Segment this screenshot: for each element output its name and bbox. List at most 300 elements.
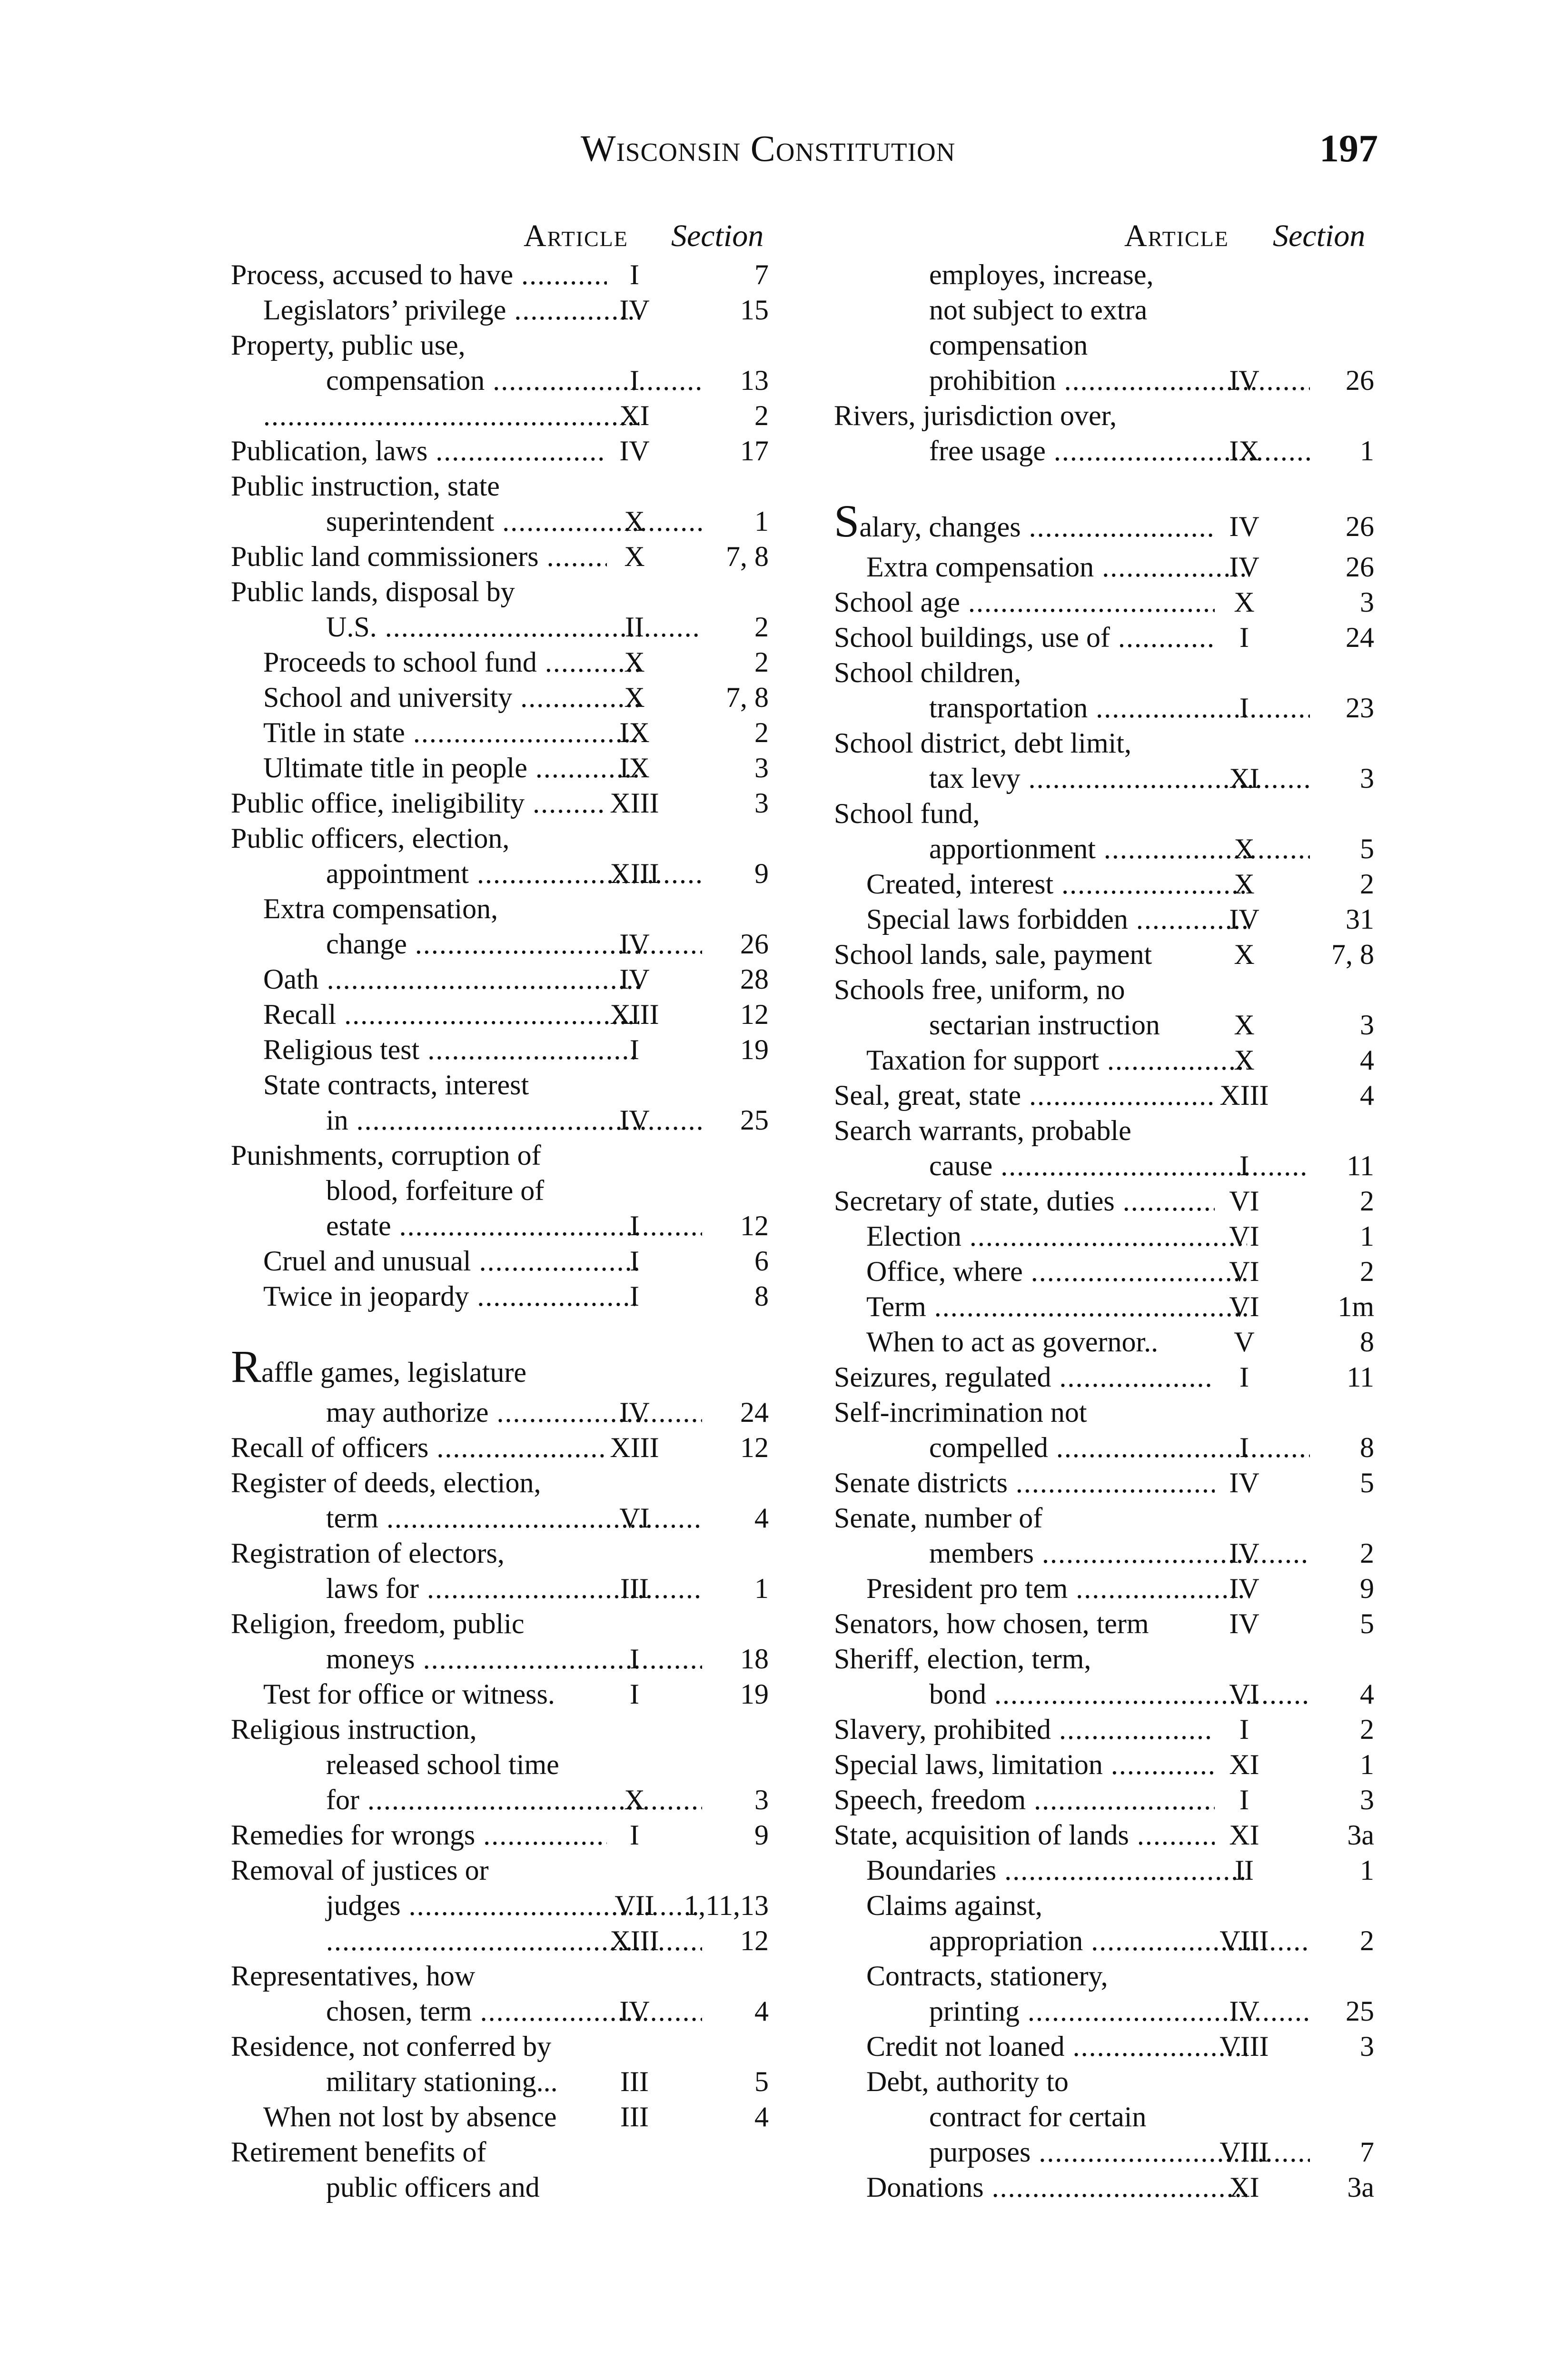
index-entry — [834, 1993, 1380, 2029]
entry-section: 2 — [1360, 1537, 1374, 1569]
index-entry — [834, 1465, 1380, 1500]
entry-text: Credit not loaned — [866, 2031, 1065, 2062]
entry-text: Property, public use, — [231, 329, 466, 361]
entry-label — [834, 1183, 1215, 1219]
index-entry — [834, 620, 1380, 655]
entry-text: Legislators’ privilege — [263, 294, 506, 326]
index-entry — [834, 1606, 1380, 1641]
entry-label — [231, 433, 607, 468]
entry-label — [834, 2099, 1310, 2134]
entry-article: IV — [619, 928, 650, 960]
index-entry — [231, 292, 771, 327]
entry-text: Title in state — [263, 717, 405, 748]
entry-article: X — [1234, 1009, 1255, 1041]
entry-text: Public office, ineligibility — [231, 787, 525, 819]
entry-label — [834, 2170, 1247, 2205]
entry-text: Special laws, limitation — [834, 1749, 1103, 1780]
entry-label — [231, 645, 639, 680]
entry-section: 7 — [754, 259, 769, 290]
entry-label — [231, 468, 607, 504]
entry-section: 4 — [754, 2101, 769, 2132]
index-entry — [231, 1500, 771, 1536]
index-entry — [834, 398, 1380, 433]
entry-text: Seizures, regulated — [834, 1361, 1051, 1393]
entry-text: Ultimate title in people — [263, 752, 527, 783]
entry-text: Removal of justices or — [231, 1854, 489, 1886]
entry-article: VI — [1229, 1291, 1259, 1322]
entry-section: 3 — [754, 787, 769, 819]
entry-section: 12 — [740, 999, 769, 1030]
entry-text: Sheriff, election, term, — [834, 1643, 1091, 1675]
entry-text: Residence, not conferred by — [231, 2031, 552, 2062]
entry-article: IV — [1229, 365, 1259, 396]
entry-article: I — [1239, 1150, 1249, 1181]
index-entry — [231, 1888, 771, 1923]
entry-section: 5 — [1360, 833, 1374, 864]
entry-label — [834, 655, 1215, 690]
entry-section: 1 — [1360, 1854, 1374, 1886]
index-entry — [834, 1888, 1380, 1923]
entry-section: 7 — [1360, 2136, 1374, 2168]
entry-section: 24 — [740, 1397, 769, 1428]
entry-label — [834, 1289, 1247, 1324]
index-entry — [231, 1032, 771, 1067]
entry-label — [834, 1113, 1215, 1148]
entry-section: 15 — [740, 294, 769, 326]
index-entry — [834, 1007, 1380, 1042]
entry-article: IV — [1229, 511, 1259, 542]
index-entry — [834, 690, 1380, 725]
entry-article: VIII — [1219, 1925, 1269, 1956]
entry-text: U.S. — [326, 611, 377, 643]
entry-text: blood, forfeiture of — [326, 1175, 545, 1206]
entry-section: 3a — [1347, 1819, 1374, 1851]
index-entry — [231, 433, 771, 468]
entry-text: bond — [929, 1678, 986, 1710]
entry-label — [231, 1712, 607, 1747]
entry-text: Extra compensation — [866, 551, 1094, 583]
entry-article: XI — [1229, 2172, 1259, 2203]
entry-text: appropriation — [929, 1925, 1083, 1956]
entry-text: Publication, laws — [231, 435, 428, 466]
index-entry — [231, 363, 771, 398]
entry-article: IV — [1229, 1537, 1259, 1569]
index-entry — [834, 1254, 1380, 1289]
entry-text: not subject to extra — [929, 294, 1148, 326]
entry-label — [231, 574, 607, 609]
entry-text: may authorize — [326, 1397, 489, 1428]
entry-article: X — [1234, 833, 1255, 864]
entry-section: 6 — [754, 1245, 769, 1277]
entry-article: I — [630, 365, 639, 396]
entry-text: chosen, term — [326, 1995, 472, 2027]
index-entry — [834, 504, 1380, 549]
entry-article: I — [630, 1245, 639, 1277]
entry-text: contract for certain — [929, 2101, 1147, 2132]
entry-text: Recall of officers — [231, 1432, 429, 1463]
running-title: Wisconsin Constitution — [581, 128, 956, 169]
entry-text: Taxation for support — [866, 1044, 1100, 1076]
index-entries-left — [231, 257, 771, 2205]
index-entry — [834, 725, 1380, 761]
entry-article: IV — [619, 294, 650, 326]
page-header — [0, 125, 1546, 172]
entry-text: Seal, great, state — [834, 1080, 1021, 1111]
entry-article: III — [620, 1573, 649, 1604]
entry-section: 1m — [1338, 1291, 1374, 1322]
entry-section: 1 — [1360, 435, 1374, 466]
entry-text: President pro tem — [866, 1573, 1068, 1604]
entry-article: VI — [619, 1502, 650, 1534]
entry-section: 8 — [754, 1280, 769, 1312]
entry-section: 4 — [1360, 1044, 1374, 1076]
entry-text: School age — [834, 586, 960, 618]
entry-article: XI — [1229, 1819, 1259, 1851]
entry-article: IV — [619, 963, 650, 995]
entry-section: 7, 8 — [726, 541, 769, 572]
entry-text: moneys — [326, 1643, 415, 1675]
entry-article: I — [630, 1210, 639, 1241]
entry-article: IV — [1229, 1573, 1259, 1604]
entry-section: 17 — [740, 435, 769, 466]
index-entry — [834, 937, 1380, 972]
entry-label — [834, 1078, 1215, 1113]
entry-text: superintendent — [326, 506, 495, 537]
entry-text: Created, interest — [866, 868, 1054, 900]
entry-label — [231, 2170, 702, 2205]
entry-article: X — [1234, 586, 1255, 618]
entry-label — [231, 1536, 607, 1571]
index-entry — [834, 2064, 1380, 2099]
entry-label — [231, 398, 639, 433]
entry-label — [834, 1958, 1247, 1993]
entry-text: Contracts, stationery, — [866, 1960, 1108, 1992]
entry-section: 2 — [754, 611, 769, 643]
entry-text: transportation — [929, 692, 1088, 724]
index-entry — [231, 1536, 771, 1571]
entry-label — [231, 750, 639, 785]
entry-article: XIII — [610, 858, 659, 889]
entry-section: 31 — [1346, 903, 1374, 935]
entry-section: 4 — [1360, 1080, 1374, 1111]
entry-label — [834, 2029, 1247, 2064]
entry-text: public officers and — [326, 2172, 540, 2203]
entry-section: 2 — [1360, 1256, 1374, 1287]
entry-section: 5 — [754, 2066, 769, 2097]
entry-label — [231, 1173, 702, 1208]
index-entry — [231, 1102, 771, 1138]
entry-label — [231, 1279, 639, 1314]
index-entry — [231, 1349, 771, 1395]
entry-article: V — [1234, 1326, 1255, 1358]
entry-article: VI — [1229, 1678, 1259, 1710]
index-entry — [834, 2170, 1380, 2205]
entry-section: 23 — [1346, 692, 1374, 724]
entry-section: 1 — [1360, 1220, 1374, 1252]
entry-label — [231, 292, 639, 327]
entry-text: tax levy — [929, 763, 1021, 794]
entry-article: III — [620, 2101, 649, 2132]
index-entry — [231, 1465, 771, 1500]
entry-section: 2 — [1360, 868, 1374, 900]
index-entry — [231, 1243, 771, 1279]
entry-text: Public land commissioners — [231, 541, 539, 572]
entry-section: 7, 8 — [726, 682, 769, 713]
entry-article: I — [1239, 622, 1249, 653]
entry-article: VIII — [1219, 2031, 1269, 2062]
entry-article: IV — [1229, 551, 1259, 583]
entry-label — [834, 1888, 1247, 1923]
entry-section: 2 — [1360, 1714, 1374, 1745]
index-entry — [834, 1395, 1380, 1430]
entry-text: Search warrants, probable — [834, 1115, 1131, 1146]
index-entry — [834, 1817, 1380, 1853]
entry-section: 11 — [1347, 1361, 1374, 1393]
index-entry — [231, 1571, 771, 1606]
entry-article: XI — [1229, 763, 1259, 794]
entry-text: term — [326, 1502, 378, 1534]
index-column-right — [834, 215, 1380, 2205]
entry-section: 26 — [1346, 511, 1374, 542]
entry-label — [834, 1712, 1215, 1747]
entry-label — [231, 327, 607, 363]
index-entry — [834, 1712, 1380, 1747]
entry-label — [834, 549, 1247, 585]
entry-section: 19 — [740, 1034, 769, 1065]
entry-article: X — [624, 1784, 645, 1815]
index-entry — [231, 504, 771, 539]
index-entry — [834, 363, 1380, 398]
entry-label — [834, 292, 1310, 327]
index-entry — [834, 796, 1380, 831]
index-entry — [231, 645, 771, 680]
index-entry — [231, 398, 771, 433]
entry-section: 3a — [1347, 2172, 1374, 2203]
entry-label — [231, 997, 639, 1032]
entry-section: 24 — [1346, 622, 1374, 653]
entry-section: 9 — [1360, 1573, 1374, 1604]
entry-section: 26 — [1346, 551, 1374, 583]
entry-text: Retirement benefits of — [231, 2136, 486, 2168]
entry-text: Public officers, election, — [231, 823, 510, 854]
index-entry — [231, 609, 771, 645]
entry-text: purposes — [929, 2136, 1031, 2168]
index-entry — [231, 856, 771, 891]
entry-label — [834, 620, 1215, 655]
entry-label — [231, 2029, 607, 2064]
entry-label — [834, 972, 1215, 1007]
entry-label — [834, 1395, 1215, 1430]
entry-article: VII — [614, 1890, 654, 1921]
index-entry — [231, 1923, 771, 1958]
section-heading: Section — [1273, 218, 1366, 253]
index-entry — [834, 1958, 1380, 1993]
entry-article: I — [1239, 1432, 1249, 1463]
article-heading: Article — [1124, 218, 1229, 253]
index-entry — [231, 1173, 771, 1208]
index-entry — [231, 1395, 771, 1430]
index-entry — [834, 866, 1380, 902]
entry-article: VI — [1229, 1185, 1259, 1217]
index-entry — [834, 2029, 1380, 2064]
page-number: 197 — [1319, 127, 1378, 170]
entry-text: Schools free, uniform, no — [834, 974, 1125, 1005]
entry-text: Rivers, jurisdiction over, — [834, 400, 1117, 431]
entry-text: Cruel and unusual — [263, 1245, 471, 1277]
entry-label — [834, 796, 1215, 831]
entry-section: 2 — [754, 646, 769, 678]
entry-label — [834, 725, 1215, 761]
entry-article: I — [630, 1280, 639, 1312]
entry-text: compensation — [326, 365, 485, 396]
entry-text: Public instruction, state — [231, 470, 500, 502]
entry-text: Remedies for wrongs — [231, 1819, 476, 1851]
entry-label — [231, 891, 639, 926]
entry-label — [834, 1641, 1215, 1676]
entry-text: change — [326, 928, 407, 960]
entry-text: Process, accused to have — [231, 259, 514, 290]
entry-article: IV — [619, 435, 650, 466]
entry-section: 4 — [1360, 1678, 1374, 1710]
entry-text: Proceeds to school fund — [263, 646, 537, 678]
entry-section: 2 — [1360, 1185, 1374, 1217]
entry-label — [834, 1853, 1247, 1888]
entry-text: Oath — [263, 963, 319, 995]
entry-text: compensation — [929, 329, 1088, 361]
index-entry — [834, 1923, 1380, 1958]
entry-label — [834, 1817, 1215, 1853]
entry-text: Speech, freedom — [834, 1784, 1026, 1815]
entry-article: I — [1239, 1784, 1249, 1815]
index-entry — [231, 891, 771, 926]
entry-section: 5 — [1360, 1467, 1374, 1498]
entry-label — [834, 257, 1310, 292]
index-entry — [834, 1782, 1380, 1817]
entry-text: When to act as governor.. — [866, 1326, 1159, 1358]
entry-article: IV — [1229, 1995, 1259, 2027]
entry-label — [834, 2064, 1247, 2099]
entry-section: 12 — [740, 1210, 769, 1241]
entry-text: School children, — [834, 657, 1021, 688]
index-entry — [834, 1500, 1380, 1536]
entry-label — [834, 1747, 1215, 1782]
entry-text: Secretary of state, duties — [834, 1185, 1115, 1217]
entry-article: XIII — [610, 787, 659, 819]
entry-text: Slavery, prohibited — [834, 1714, 1051, 1745]
index-entry — [834, 468, 1380, 504]
index-entry — [231, 1958, 771, 1993]
entry-article: IV — [619, 1995, 650, 2027]
index-entry — [231, 821, 771, 856]
index-entry — [834, 585, 1380, 620]
entry-text: Religious test — [263, 1034, 420, 1065]
entry-label — [231, 680, 639, 715]
entry-article: IX — [619, 717, 650, 748]
index-entry — [834, 327, 1380, 363]
entry-label — [231, 1747, 702, 1782]
entry-text: State contracts, interest — [263, 1069, 529, 1101]
entry-text: Donations — [866, 2172, 984, 2203]
entry-article: XIII — [610, 1925, 659, 1956]
index-entry — [834, 1676, 1380, 1712]
index-entry — [231, 1993, 771, 2029]
article-heading: Article — [524, 218, 628, 253]
letter-initial: R — [231, 1349, 262, 1392]
entry-label — [834, 1500, 1215, 1536]
index-entry — [834, 1571, 1380, 1606]
index-entry — [834, 549, 1380, 585]
entry-label — [231, 785, 607, 821]
index-entry — [231, 1606, 771, 1641]
entry-text: in — [326, 1104, 348, 1136]
entry-text: Election — [866, 1220, 961, 1252]
entry-label — [231, 2134, 607, 2170]
entry-text: Senators, how chosen, term — [834, 1608, 1149, 1639]
entry-article: IV — [1229, 1608, 1259, 1639]
entry-section: 2 — [754, 400, 769, 431]
index-entry — [231, 997, 771, 1032]
entry-text: Claims against, — [866, 1890, 1042, 1921]
entry-label — [231, 1606, 607, 1641]
entry-section: 25 — [740, 1104, 769, 1136]
index-entry — [231, 1747, 771, 1782]
entry-label — [231, 1138, 607, 1173]
entry-text: judges — [326, 1890, 401, 1921]
index-entry — [834, 2134, 1380, 2170]
index-entry — [231, 468, 771, 504]
entry-label — [231, 1430, 607, 1465]
entry-label — [231, 1853, 607, 1888]
entry-section: 13 — [740, 365, 769, 396]
index-entry — [231, 926, 771, 962]
entry-text: Religious instruction, — [231, 1714, 477, 1745]
entry-article: I — [1239, 1714, 1249, 1745]
entry-text: printing — [929, 1995, 1020, 2027]
entry-section: 5 — [1360, 1608, 1374, 1639]
entry-text: affle games, legislature — [261, 1357, 527, 1388]
entry-section: 2 — [1360, 1925, 1374, 1956]
entry-section: 4 — [754, 1502, 769, 1534]
index-entry — [231, 257, 771, 292]
entry-label — [231, 1958, 607, 1993]
entry-label — [231, 962, 639, 997]
entry-section: 1 — [754, 506, 769, 537]
index-entry — [231, 2099, 771, 2134]
index-entry — [231, 1138, 771, 1173]
entry-text: cause — [929, 1150, 993, 1181]
entry-text: School buildings, use of — [834, 622, 1110, 653]
entry-text: free usage — [929, 435, 1046, 466]
entry-label — [834, 1465, 1215, 1500]
entry-label — [231, 1349, 607, 1395]
entry-label — [834, 1571, 1247, 1606]
entry-section: 2 — [754, 717, 769, 748]
entry-text: released school time — [326, 1749, 559, 1780]
entry-article: X — [1234, 1044, 1255, 1076]
index-entry — [231, 1641, 771, 1676]
entry-text: sectarian instruction — [929, 1009, 1160, 1041]
entry-text: Twice in jeopardy — [263, 1280, 469, 1312]
entry-label — [834, 937, 1215, 972]
entry-section: 12 — [740, 1432, 769, 1463]
letter-initial: S — [834, 504, 860, 546]
index-entry — [834, 1747, 1380, 1782]
entry-label — [834, 398, 1215, 433]
entry-text: appointment — [326, 858, 469, 889]
entry-text: School district, debt limit, — [834, 727, 1131, 759]
entry-text: School fund, — [834, 798, 980, 829]
entry-label — [231, 1243, 639, 1279]
